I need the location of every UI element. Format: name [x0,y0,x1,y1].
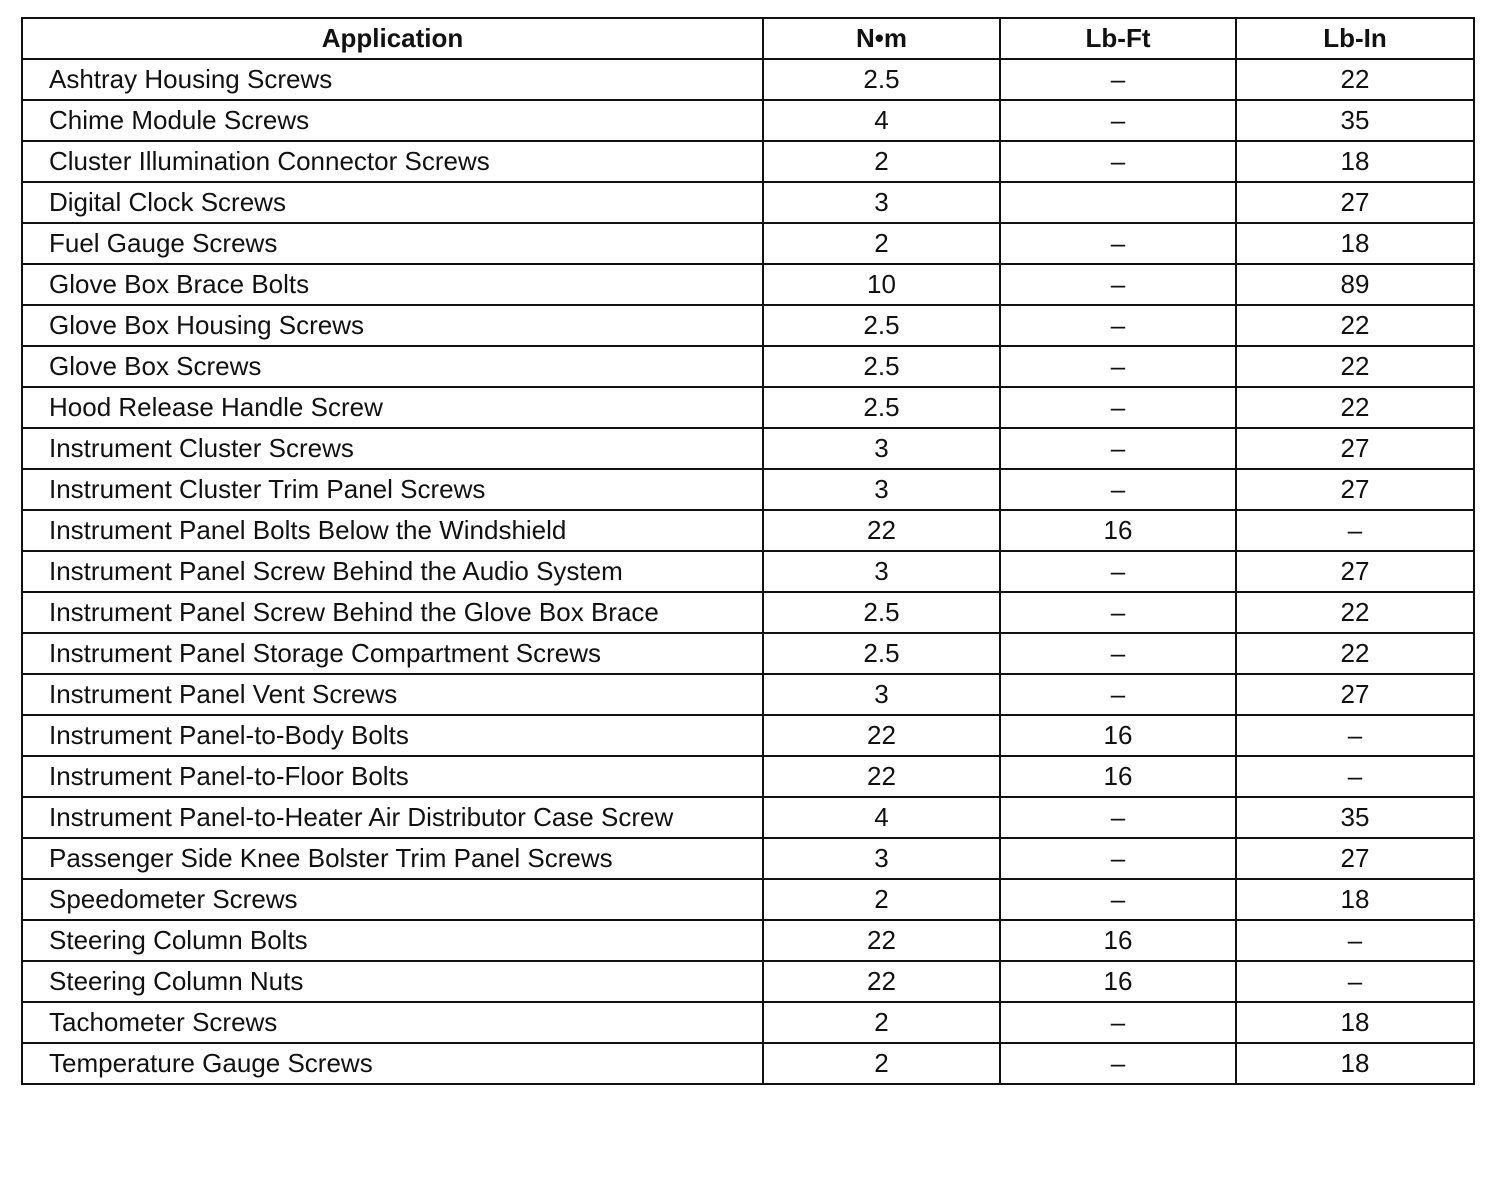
cell-pound-inches: – [1236,756,1474,797]
cell-pound-feet: – [1000,305,1236,346]
cell-pound-feet: – [1000,59,1236,100]
cell-pound-feet: – [1000,674,1236,715]
cell-newton-meters: 2 [763,1043,1000,1084]
cell-newton-meters: 3 [763,551,1000,592]
table-row [22,674,1474,715]
fastener-torque-table [21,17,1475,1085]
table-row [22,838,1474,879]
cell-pound-feet: 16 [1000,756,1236,797]
table-row [22,346,1474,387]
cell-newton-meters: 3 [763,674,1000,715]
cell-application: Instrument Panel Storage Compartment Screws [22,633,763,674]
cell-application: Instrument Panel-to-Heater Air Distributor Case Screw [22,797,763,838]
cell-newton-meters: 4 [763,100,1000,141]
cell-newton-meters: 2 [763,1002,1000,1043]
cell-pound-inches: 22 [1236,305,1474,346]
cell-newton-meters: 3 [763,838,1000,879]
cell-pound-feet: – [1000,387,1236,428]
table-row [22,592,1474,633]
cell-pound-inches: 27 [1236,551,1474,592]
cell-newton-meters: 2.5 [763,633,1000,674]
cell-pound-inches: 22 [1236,633,1474,674]
cell-pound-feet [1000,182,1236,223]
table-row [22,264,1474,305]
table-row [22,305,1474,346]
cell-application: Instrument Panel-to-Floor Bolts [22,756,763,797]
cell-pound-feet: 16 [1000,510,1236,551]
table-row [22,428,1474,469]
header-application: Application [22,18,763,59]
table-row [22,1002,1474,1043]
cell-application: Passenger Side Knee Bolster Trim Panel Screws [22,838,763,879]
cell-pound-inches: 22 [1236,346,1474,387]
cell-pound-feet: – [1000,428,1236,469]
cell-application: Fuel Gauge Screws [22,223,763,264]
cell-application: Chime Module Screws [22,100,763,141]
cell-pound-feet: – [1000,879,1236,920]
cell-pound-feet: – [1000,469,1236,510]
cell-pound-feet: – [1000,797,1236,838]
cell-pound-feet: – [1000,633,1236,674]
cell-newton-meters: 2 [763,223,1000,264]
cell-application: Instrument Cluster Trim Panel Screws [22,469,763,510]
cell-pound-inches: 22 [1236,387,1474,428]
cell-pound-feet: – [1000,838,1236,879]
cell-pound-inches: 27 [1236,838,1474,879]
cell-application: Instrument Panel-to-Body Bolts [22,715,763,756]
cell-pound-inches: 27 [1236,674,1474,715]
cell-newton-meters: 2 [763,879,1000,920]
cell-pound-feet: – [1000,141,1236,182]
cell-pound-feet: – [1000,551,1236,592]
cell-newton-meters: 2.5 [763,346,1000,387]
cell-pound-feet: – [1000,1002,1236,1043]
cell-newton-meters: 22 [763,510,1000,551]
cell-application: Instrument Panel Bolts Below the Windshield [22,510,763,551]
cell-pound-feet: – [1000,100,1236,141]
cell-application: Digital Clock Screws [22,182,763,223]
header-pound-feet: Lb-Ft [1000,18,1236,59]
table-row [22,633,1474,674]
cell-newton-meters: 2.5 [763,592,1000,633]
table-row [22,920,1474,961]
table-body [22,59,1474,1084]
table-row [22,797,1474,838]
cell-pound-feet: – [1000,264,1236,305]
cell-pound-inches: 27 [1236,182,1474,223]
header-row [22,18,1474,59]
cell-pound-feet: 16 [1000,920,1236,961]
table-row [22,879,1474,920]
cell-application: Steering Column Bolts [22,920,763,961]
cell-application: Temperature Gauge Screws [22,1043,763,1084]
cell-pound-inches: 18 [1236,223,1474,264]
cell-newton-meters: 3 [763,469,1000,510]
cell-newton-meters: 22 [763,756,1000,797]
table-row [22,1043,1474,1084]
cell-pound-inches: 18 [1236,879,1474,920]
table-row [22,469,1474,510]
cell-pound-inches: – [1236,510,1474,551]
table-row [22,100,1474,141]
cell-pound-inches: 35 [1236,797,1474,838]
cell-pound-inches: 18 [1236,141,1474,182]
cell-pound-inches: 22 [1236,59,1474,100]
cell-pound-inches: – [1236,920,1474,961]
cell-application: Speedometer Screws [22,879,763,920]
cell-newton-meters: 2 [763,141,1000,182]
cell-application: Ashtray Housing Screws [22,59,763,100]
cell-pound-inches: 27 [1236,469,1474,510]
cell-newton-meters: 2.5 [763,387,1000,428]
cell-pound-inches: 35 [1236,100,1474,141]
table-row [22,715,1474,756]
table-row [22,961,1474,1002]
cell-application: Cluster Illumination Connector Screws [22,141,763,182]
cell-pound-feet: 16 [1000,715,1236,756]
cell-pound-inches: 18 [1236,1002,1474,1043]
cell-pound-inches: – [1236,715,1474,756]
cell-application: Tachometer Screws [22,1002,763,1043]
cell-application: Glove Box Brace Bolts [22,264,763,305]
cell-pound-inches: 27 [1236,428,1474,469]
cell-pound-inches: – [1236,961,1474,1002]
table-row [22,510,1474,551]
cell-newton-meters: 3 [763,182,1000,223]
cell-pound-feet: – [1000,592,1236,633]
table-row [22,141,1474,182]
cell-newton-meters: 10 [763,264,1000,305]
table-row [22,756,1474,797]
cell-application: Glove Box Housing Screws [22,305,763,346]
cell-application: Glove Box Screws [22,346,763,387]
cell-newton-meters: 2.5 [763,305,1000,346]
header-newton-meters: N•m [763,18,1000,59]
cell-newton-meters: 3 [763,428,1000,469]
cell-pound-inches: 89 [1236,264,1474,305]
cell-pound-feet: – [1000,346,1236,387]
header-pound-inches: Lb-In [1236,18,1474,59]
cell-pound-feet: – [1000,1043,1236,1084]
table-row [22,223,1474,264]
table-row [22,59,1474,100]
cell-newton-meters: 22 [763,961,1000,1002]
cell-pound-feet: – [1000,223,1236,264]
cell-pound-inches: 22 [1236,592,1474,633]
cell-newton-meters: 4 [763,797,1000,838]
cell-application: Instrument Panel Screw Behind the Glove Box Brace [22,592,763,633]
cell-pound-inches: 18 [1236,1043,1474,1084]
cell-newton-meters: 22 [763,715,1000,756]
cell-application: Steering Column Nuts [22,961,763,1002]
table-row [22,387,1474,428]
table-row [22,182,1474,223]
cell-application: Hood Release Handle Screw [22,387,763,428]
cell-newton-meters: 2.5 [763,59,1000,100]
table-header [22,18,1474,59]
table-row [22,551,1474,592]
cell-application: Instrument Panel Screw Behind the Audio System [22,551,763,592]
cell-application: Instrument Cluster Screws [22,428,763,469]
cell-application: Instrument Panel Vent Screws [22,674,763,715]
cell-pound-feet: 16 [1000,961,1236,1002]
cell-newton-meters: 22 [763,920,1000,961]
